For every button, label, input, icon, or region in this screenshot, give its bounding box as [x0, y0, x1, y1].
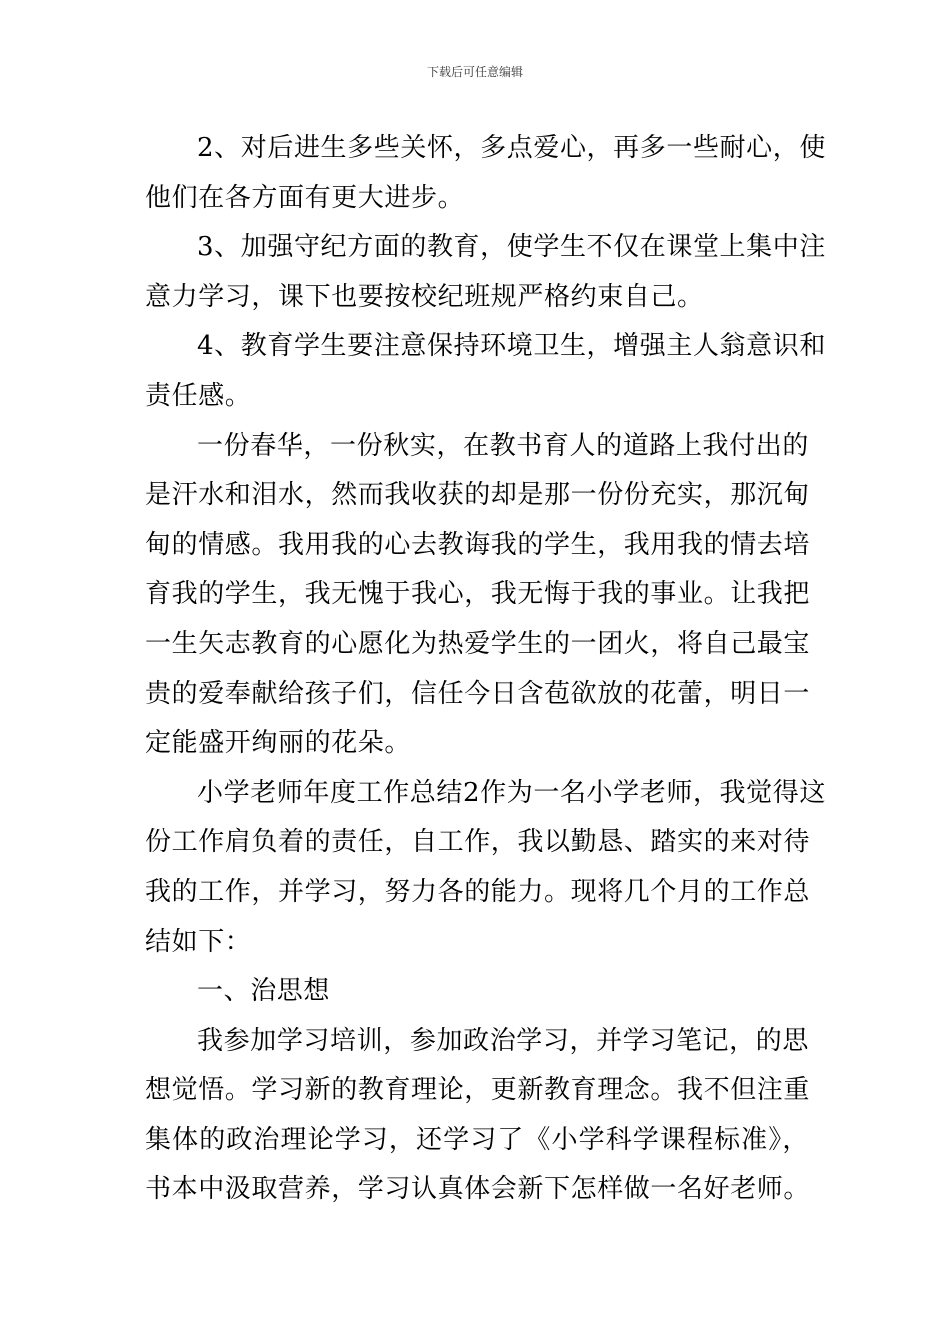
text-line: 想觉悟。学习新的教育理论，更新教育理念。我不但注重: [145, 1075, 811, 1106]
text-line: 育我的学生，我无愧于我心，我无悔于我的事业。让我把: [145, 579, 811, 610]
text-line: 份工作肩负着的责任，自工作，我以勤恳、踏实的来对待: [145, 827, 811, 858]
text-line: 一份春华，一份秋实，在教书育人的道路上我付出的: [197, 430, 809, 461]
text-line: 小学老师年度工作总结2作为一名小学老师，我觉得这: [197, 777, 826, 808]
text-line: 责任感。: [145, 380, 252, 411]
text-line: 一生矢志教育的心愿化为热爱学生的一团火，将自己最宝: [145, 628, 811, 659]
text-line: 是汗水和泪水，然而我收获的却是那一份份充实，那沉甸: [145, 480, 811, 511]
text-line: 他们在各方面有更大进步。: [145, 182, 465, 213]
text-line: 书本中汲取营养，学习认真体会新下怎样做一名好老师。: [145, 1174, 811, 1205]
text-line: 3、加强守纪方面的教育，使学生不仅在课堂上集中注: [197, 232, 826, 263]
text-line: 定能盛开绚丽的花朵。: [145, 728, 412, 759]
document-body: [145, 124, 826, 1215]
text-line: 贵的爱奉献给孩子们，信任今日含苞欲放的花蕾，明日一: [145, 678, 811, 709]
text-line: 甸的情感。我用我的心去教诲我的学生，我用我的情去培: [145, 529, 811, 560]
text-line: 我的工作，并学习，努力各的能力。现将几个月的工作总: [145, 876, 811, 907]
page-header: 下载后可任意编辑: [426, 65, 523, 79]
text-line: 结如下：: [145, 926, 252, 957]
text-line: 意力学习，课下也要按校纪班规严格约束自己。: [145, 281, 704, 312]
text-line: 2、对后进生多些关怀，多点爱心，再多一些耐心，使: [197, 133, 826, 163]
text-line: 我参加学习培训，参加政治学习，并学习笔记，的思: [197, 1025, 809, 1056]
text-line: 一、治思想: [197, 976, 331, 1007]
text-line: 集体的政治理论学习，还学习了《小学科学课程标准》，: [145, 1124, 809, 1155]
text-line: 4、教育学生要注意保持环境卫生，增强主人翁意识和: [197, 331, 826, 362]
